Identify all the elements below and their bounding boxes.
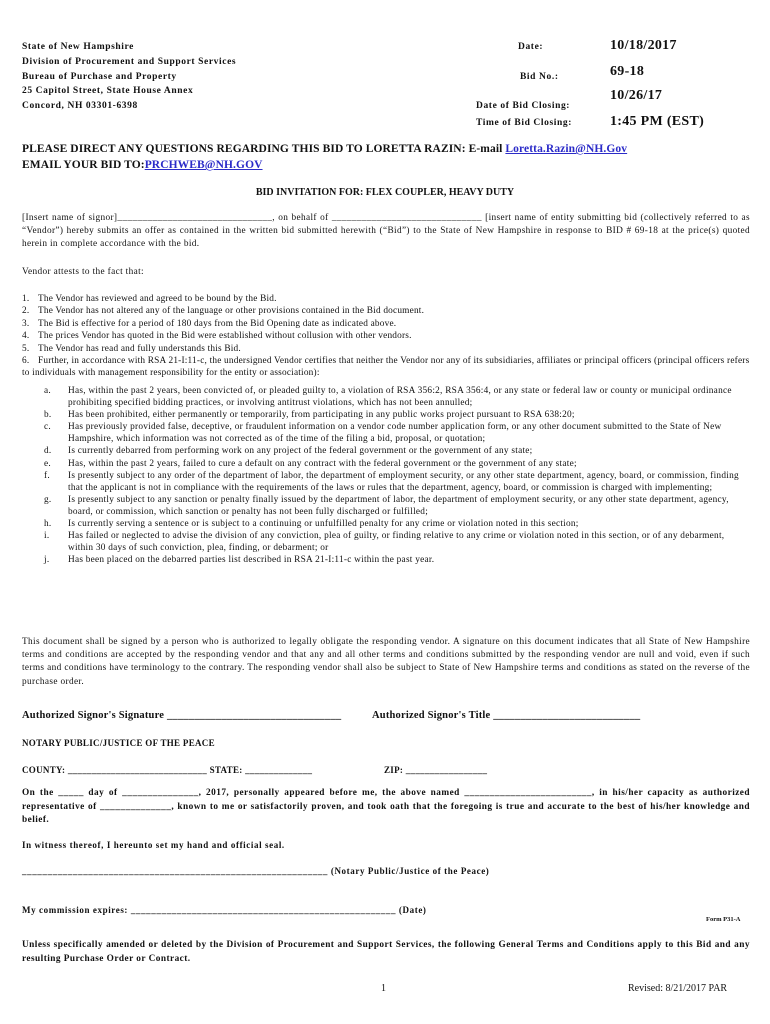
form-number: Form P31-A <box>706 916 741 923</box>
signor-signature-field[interactable]: Authorized Signor's Signature ________________________________ <box>22 710 342 721</box>
org-line-state: State of New Hampshire <box>22 42 134 52</box>
org-line-division: Division of Procurement and Support Services <box>22 57 237 67</box>
list-item: 3. The Bid is effective for a period of 180 days from the Bid Opening date as indicated above. <box>22 318 397 329</box>
sublist-item: c. Has previously provided false, deceptive, or fraudulent information on a vendor code number application form, or any other document submitted to the State of New Hampshire, which information was not corrected as of the time of the filing a bid, proposal, or quotation; <box>44 422 722 445</box>
notary-signature-field[interactable]: ____________________________________________________________ (Notary Public/Justice of the Peace) <box>22 866 490 876</box>
intro-paragraph: [Insert name of signor]_______________________________, on behalf of ______________________________ [insert name of entity submitting bid (collectively referred to as “Vendor”) hereby submits an offer as contained in the written bid submitted herewith (“Bid”) to the State of New Hampshire in response to BID # 69-18 at the price(s) quoted herein in complete accordance with the bid. <box>22 213 750 249</box>
list-item: 1. The Vendor has reviewed and agreed to be bound by the Bid. <box>22 294 277 304</box>
sublist-item: h. Is currently serving a sentence or is subject to a continuing or unfulfilled penalty for any crime or violation noted in this section; <box>44 519 579 530</box>
date-label: Date: <box>518 42 544 52</box>
zip-field[interactable]: ZIP: _________________ <box>384 765 488 775</box>
notary-heading: NOTARY PUBLIC/JUSTICE OF THE PEACE <box>22 738 215 748</box>
list-item: 6. Further, in accordance with RSA 21-I:11-c, the undersigned Vendor certifies that neither the Vendor nor any of its subsidiaries, affiliates or principal officers (principal officers refers to individuals with management responsibility for the entity or association): <box>22 356 750 379</box>
list-item: 5. The Vendor has read and fully understands this Bid. <box>22 343 241 354</box>
questions-line <box>22 143 627 155</box>
questions-prefix: PLEASE DIRECT ANY QUESTIONS REGARDING THIS BID TO LORETTA RAZIN: E-mail <box>22 143 506 155</box>
questions-email-link[interactable]: Loretta.Razin@NH.Gov <box>505 143 628 155</box>
certification-sublist <box>44 385 750 566</box>
attests-line: Vendor attests to the fact that: <box>22 267 144 277</box>
org-line-city: Concord, NH 03301-6398 <box>22 101 138 111</box>
signature-paragraph: This document shall be signed by a person who is authorized to legally obligate the responding vendor. A signature on this document indicates that all State of New Hampshire terms and conditions are accepted by the responding vendor and that any and all other terms and conditions submitted by the responding vendor are null and void, even if such terms and conditions have terminology to the contrary. The responding vendor shall also be subject to State of New Hampshire terms and conditions as stated on the reverse of the purchase order. <box>22 637 750 687</box>
commission-expires-field[interactable]: My commission expires: ____________________________________________________ (Date) <box>22 905 427 915</box>
bid-title: BID INVITATION FOR: FLEX COUPLER, HEAVY DUTY <box>255 187 515 198</box>
oath-paragraph: On the _____ day of _______________, 2017, personally appeared before me, the above named _________________________, in his/her capacity as authorized representative of ______________, known to me or satisfactorily proven, and took oath that the foregoing is true and accurate to the best of his/her knowledge and belief. <box>22 788 750 825</box>
bid-no-value: 69-18 <box>610 64 645 79</box>
witness-line: In witness thereof, I hereunto set my hand and official seal. <box>22 840 285 850</box>
email-bid-link[interactable]: PRCHWEB@NH.GOV <box>144 159 263 171</box>
list-item: 2. The Vendor has not altered any of the language or other provisions contained in the Bid document. <box>22 306 425 317</box>
sublist-item: a. Has, within the past 2 years, been convicted of, or pleaded guilty to, a violation of RSA 356:2, RSA 356:4, or any state or federal law or county or municipal ordinance prohibiting specified bidding practices, or involving antitrust violations, which has not been annulled; <box>44 386 732 409</box>
email-bid-prefix: EMAIL YOUR BID TO: <box>22 159 145 171</box>
signor-title-field[interactable]: Authorized Signor's Title ___________________________ <box>372 710 641 721</box>
sublist-item: e. Has, within the past 2 years, failed to cure a default on any contract with the federal government or the government of any state; <box>44 458 577 469</box>
closing-date-value: 10/26/17 <box>610 88 663 103</box>
revised-note: Revised: 8/21/2017 PAR <box>628 983 728 994</box>
sublist-item: f. Is presently subject to any order of the department of labor, the department of employment security, or any other state department, agency, board, or commission, finding that the applicant is not in compliance with the requirements of the laws or rules that the department, agency, board, or commission is charged with implementing; <box>44 470 739 493</box>
closing-date-label: Date of Bid Closing: <box>476 101 571 111</box>
sublist-item: g. Is presently subject to any sanction or penalty finally issued by the department of labor, the department of employment security, or any other state department, agency, board, or commission, which sanction or penalty has not been fully discharged or fulfilled; <box>44 494 729 517</box>
closing-time-label: Time of Bid Closing: <box>476 118 573 128</box>
date-value: 10/18/2017 <box>610 38 677 53</box>
sublist-item: d. Is currently debarred from performing work on any project of the federal government or the government of any state; <box>44 446 533 457</box>
closing-time-value: 1:45 PM (EST) <box>610 114 705 129</box>
sublist-item: b. Has been prohibited, either permanently or temporarily, from participating in any public works project pursuant to RSA 638:20; <box>44 410 575 421</box>
list-item: 4. The prices Vendor has quoted in the Bid were established without collusion with other vendors. <box>22 331 412 342</box>
attestation-list <box>22 293 750 380</box>
bid-no-label: Bid No.: <box>520 72 559 82</box>
sublist-item: j. Has been placed on the debarred parties list described in RSA 21-I:11-c within the past year. <box>44 555 435 566</box>
org-line-bureau: Bureau of Purchase and Property <box>22 72 177 82</box>
email-bid-line <box>22 159 263 171</box>
terms-note: Unless specifically amended or deleted by the Division of Procurement and Support Services, the following General Terms and Conditions apply to this Bid and any resulting Purchase Order or Contract. <box>22 940 750 964</box>
page-number: 1 <box>381 983 386 994</box>
sublist-item: i. Has failed or neglected to advise the division of any conviction, plea of guilty, or finding relative to any crime or violation noted in this section, or of any debarment, within 30 days of such conviction, plea, finding, or debarment; or <box>44 531 725 554</box>
county-state-field[interactable]: COUNTY: _____________________________ STATE: ______________ <box>22 765 313 775</box>
org-line-street: 25 Capitol Street, State House Annex <box>22 86 194 96</box>
